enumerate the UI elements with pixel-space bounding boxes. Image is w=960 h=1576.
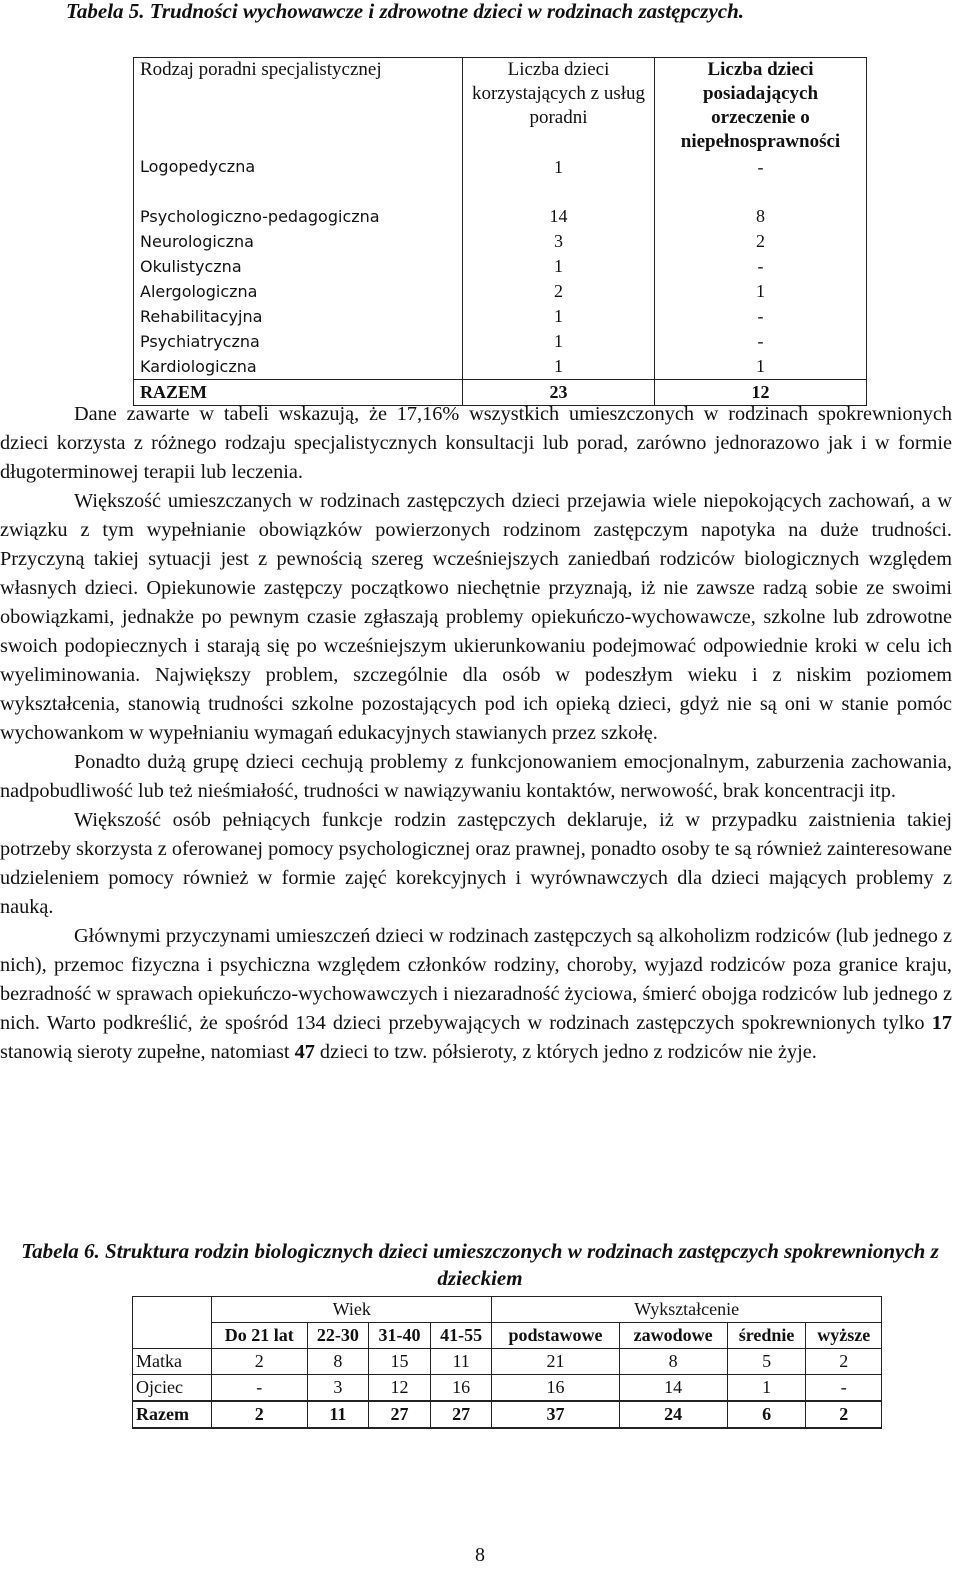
table5-header-certified: Liczba dzieci posiadających orzeczenie o niepełnosprawności — [655, 58, 867, 157]
table6-group-education: Wykształcenie — [492, 1297, 882, 1323]
row-name: Okulistyczna — [134, 254, 463, 279]
subheader-cell: podstawowe — [492, 1323, 619, 1349]
row-certified: 1 — [655, 354, 867, 380]
value-cell: 8 — [619, 1349, 727, 1375]
row-name: Kardiologiczna — [134, 354, 463, 380]
subheader-cell: Do 21 lat — [212, 1323, 308, 1349]
paragraph-1: Dane zawarte w tabeli wskazują, że 17,16% wszystkich umieszczonych w rodzinach spokrewnionych dzieci korzysta z różnego rodzaju specjalistycznych konsultacji lub porad, zarówno jednorazowo jak i w formie długoterminowej terapii lub leczenia. — [0, 403, 952, 483]
subheader-cell: wyższe — [806, 1323, 882, 1349]
row-certified: 2 — [655, 229, 867, 254]
table-row — [134, 254, 867, 279]
row-label: Razem — [133, 1401, 212, 1428]
row-name: Psychiatryczna — [134, 329, 463, 354]
total-cell: 11 — [307, 1401, 369, 1428]
row-certified: - — [655, 304, 867, 329]
paragraph-5-text-a: Głównymi przyczynami umieszczeń dzieci w rodzinach zastępczych są alkoholizm rodziców (lub jednego z nich), przemoc fizyczna i psychiczna względem członków rodziny, choroby, wyjazd rodziców poza granice kraju, bezradność w sprawach opiekuńczo-wychowawczych i niezaradność życiowa, śmierć obojga rodziców lub jednego z nich. Warto podkreślić, że spośród 134 dzieci przebywających w rodzinach zastępczych spokrewnionych tylko — [0, 925, 952, 1034]
total-certified: 12 — [655, 380, 867, 406]
row-name: Neurologiczna — [134, 229, 463, 254]
value-cell: 15 — [369, 1349, 431, 1375]
value-cell: 1 — [727, 1375, 806, 1402]
row-users: 1 — [463, 156, 655, 204]
paragraph-5-text-c: stanowią sieroty zupełne, natomiast — [0, 1041, 295, 1063]
total-cell: 24 — [619, 1401, 727, 1428]
row-name: Alergologiczna — [134, 279, 463, 304]
row-certified: 8 — [655, 204, 867, 229]
body-text — [0, 400, 952, 1067]
row-certified: - — [655, 329, 867, 354]
table5 — [133, 57, 867, 406]
table-row — [134, 354, 867, 380]
table6-total-row — [133, 1401, 882, 1428]
subheader-cell: 31-40 — [369, 1323, 431, 1349]
table-row — [134, 304, 867, 329]
table6 — [132, 1296, 882, 1429]
row-name: Logopedyczna — [134, 156, 463, 204]
value-cell: 2 — [806, 1349, 882, 1375]
paragraph-2: Większość umieszczanych w rodzinach zastępczych dzieci przejawia wiele niepokojących zachowań, a w związku z tym wypełnianie obowiązków powierzonych rodzinom zastępczym napotyka na duże trudności. Przyczyną takiej sytuacji jest z pewnością szereg wcześniejszych zaniedbań rodziców biologicznych względem własnych dzieci. Opiekunowie zastępczy początkowo niechętnie przyznają, iż nie zawsze radzą sobie ze swoimi obowiązkami, jednakże po pewnym czasie zgłaszają problemy opiekuńczo-wychowawcze, szkolne lub zdrowotne swoich podopiecznych i starają się po wcześniejszym ukierunkowaniu podejmować odpowiednie kroki w celu ich wyeliminowania. Największy problem, szczególnie dla osób w podeszłym wieku i z niskim poziomem wykształcenia, stanowią trudności szkolne pozostających pod ich opieką dzieci, gdyż nie są oni w stanie pomóc wychowankom w wypełnianiu wymagań edukacyjnych stawianych przez szkołę. — [0, 490, 952, 744]
table6-corner-lower — [133, 1323, 212, 1349]
table6-corner — [133, 1297, 212, 1323]
row-users: 1 — [463, 354, 655, 380]
total-cell: 6 — [727, 1401, 806, 1428]
row-users: 1 — [463, 329, 655, 354]
value-cell: - — [212, 1375, 308, 1402]
row-label: Ojciec — [133, 1375, 212, 1402]
value-cell: 14 — [619, 1375, 727, 1402]
total-cell: 2 — [806, 1401, 882, 1428]
row-users: 2 — [463, 279, 655, 304]
half-orphans-count: 47 — [294, 1041, 315, 1063]
row-users: 14 — [463, 204, 655, 229]
value-cell: 16 — [430, 1375, 492, 1402]
subheader-cell: zawodowe — [619, 1323, 727, 1349]
row-name: Psychologiczno-pedagogiczna — [134, 204, 463, 229]
subheader-cell: 41-55 — [430, 1323, 492, 1349]
table6-group-row — [133, 1297, 882, 1323]
table5-caption: Tabela 5. Trudności wychowawcze i zdrowotne dzieci w rodzinach zastępczych. — [66, 0, 745, 23]
table-row — [134, 204, 867, 229]
value-cell: 3 — [307, 1375, 369, 1402]
value-cell: - — [806, 1375, 882, 1402]
value-cell: 21 — [492, 1349, 619, 1375]
paragraph-5 — [0, 922, 952, 1067]
subheader-cell: 22-30 — [307, 1323, 369, 1349]
row-users: 1 — [463, 304, 655, 329]
table5-header-users: Liczba dzieci korzystających z usług poradni — [463, 58, 655, 157]
value-cell: 2 — [212, 1349, 308, 1375]
paragraph-5-text-e: dzieci to tzw. półsieroty, z których jedno z rodziców nie żyje. — [314, 1041, 817, 1063]
value-cell: 16 — [492, 1375, 619, 1402]
table6-caption: Tabela 6. Struktura rodzin biologicznych dzieci umieszczonych w rodzinach zastępczych spokrewnionych z dzieckiem — [21, 1239, 939, 1290]
value-cell: 11 — [430, 1349, 492, 1375]
value-cell: 12 — [369, 1375, 431, 1402]
table-row — [134, 279, 867, 304]
total-cell: 37 — [492, 1401, 619, 1428]
table-row — [133, 1375, 882, 1402]
row-users: 1 — [463, 254, 655, 279]
paragraph-4: Większość osób pełniących funkcje rodzin zastępczych deklaruje, iż w przypadku zaistnienia takiej potrzeby skorzysta z oferowanej pomocy psychologicznej oraz prawnej, ponadto osoby te są również zainteresowane udzieleniem pomocy również w formie zajęć korekcyjnych i wyrównawczych dla dzieci mających problemy z nauką. — [0, 809, 952, 918]
row-label: Matka — [133, 1349, 212, 1375]
table5-header-row — [134, 58, 867, 157]
total-cell: 27 — [430, 1401, 492, 1428]
value-cell: 5 — [727, 1349, 806, 1375]
table6-group-age: Wiek — [212, 1297, 492, 1323]
orphans-count: 17 — [931, 1012, 952, 1034]
total-cell: 2 — [212, 1401, 308, 1428]
total-label: RAZEM — [134, 380, 463, 406]
total-cell: 27 — [369, 1401, 431, 1428]
row-users: 3 — [463, 229, 655, 254]
row-certified: - — [655, 254, 867, 279]
table-row — [134, 229, 867, 254]
table-row — [134, 156, 867, 204]
row-certified: 1 — [655, 279, 867, 304]
subheader-cell: średnie — [727, 1323, 806, 1349]
table5-header-type: Rodzaj poradni specjalistycznej — [134, 58, 463, 157]
page-number: 8 — [475, 1544, 485, 1566]
table-row — [134, 329, 867, 354]
paragraph-3: Ponadto dużą grupę dzieci cechują problemy z funkcjonowaniem emocjonalnym, zaburzenia zachowania, nadpobudliwość lub też nieśmiałość, trudności w nawiązywaniu kontaktów, nerwowość, brak koncentracji itp. — [0, 751, 952, 802]
table6-subheader-row — [133, 1323, 882, 1349]
value-cell: 8 — [307, 1349, 369, 1375]
row-certified: - — [655, 156, 867, 204]
table-row — [133, 1349, 882, 1375]
total-users: 23 — [463, 380, 655, 406]
row-name: Rehabilitacyjna — [134, 304, 463, 329]
